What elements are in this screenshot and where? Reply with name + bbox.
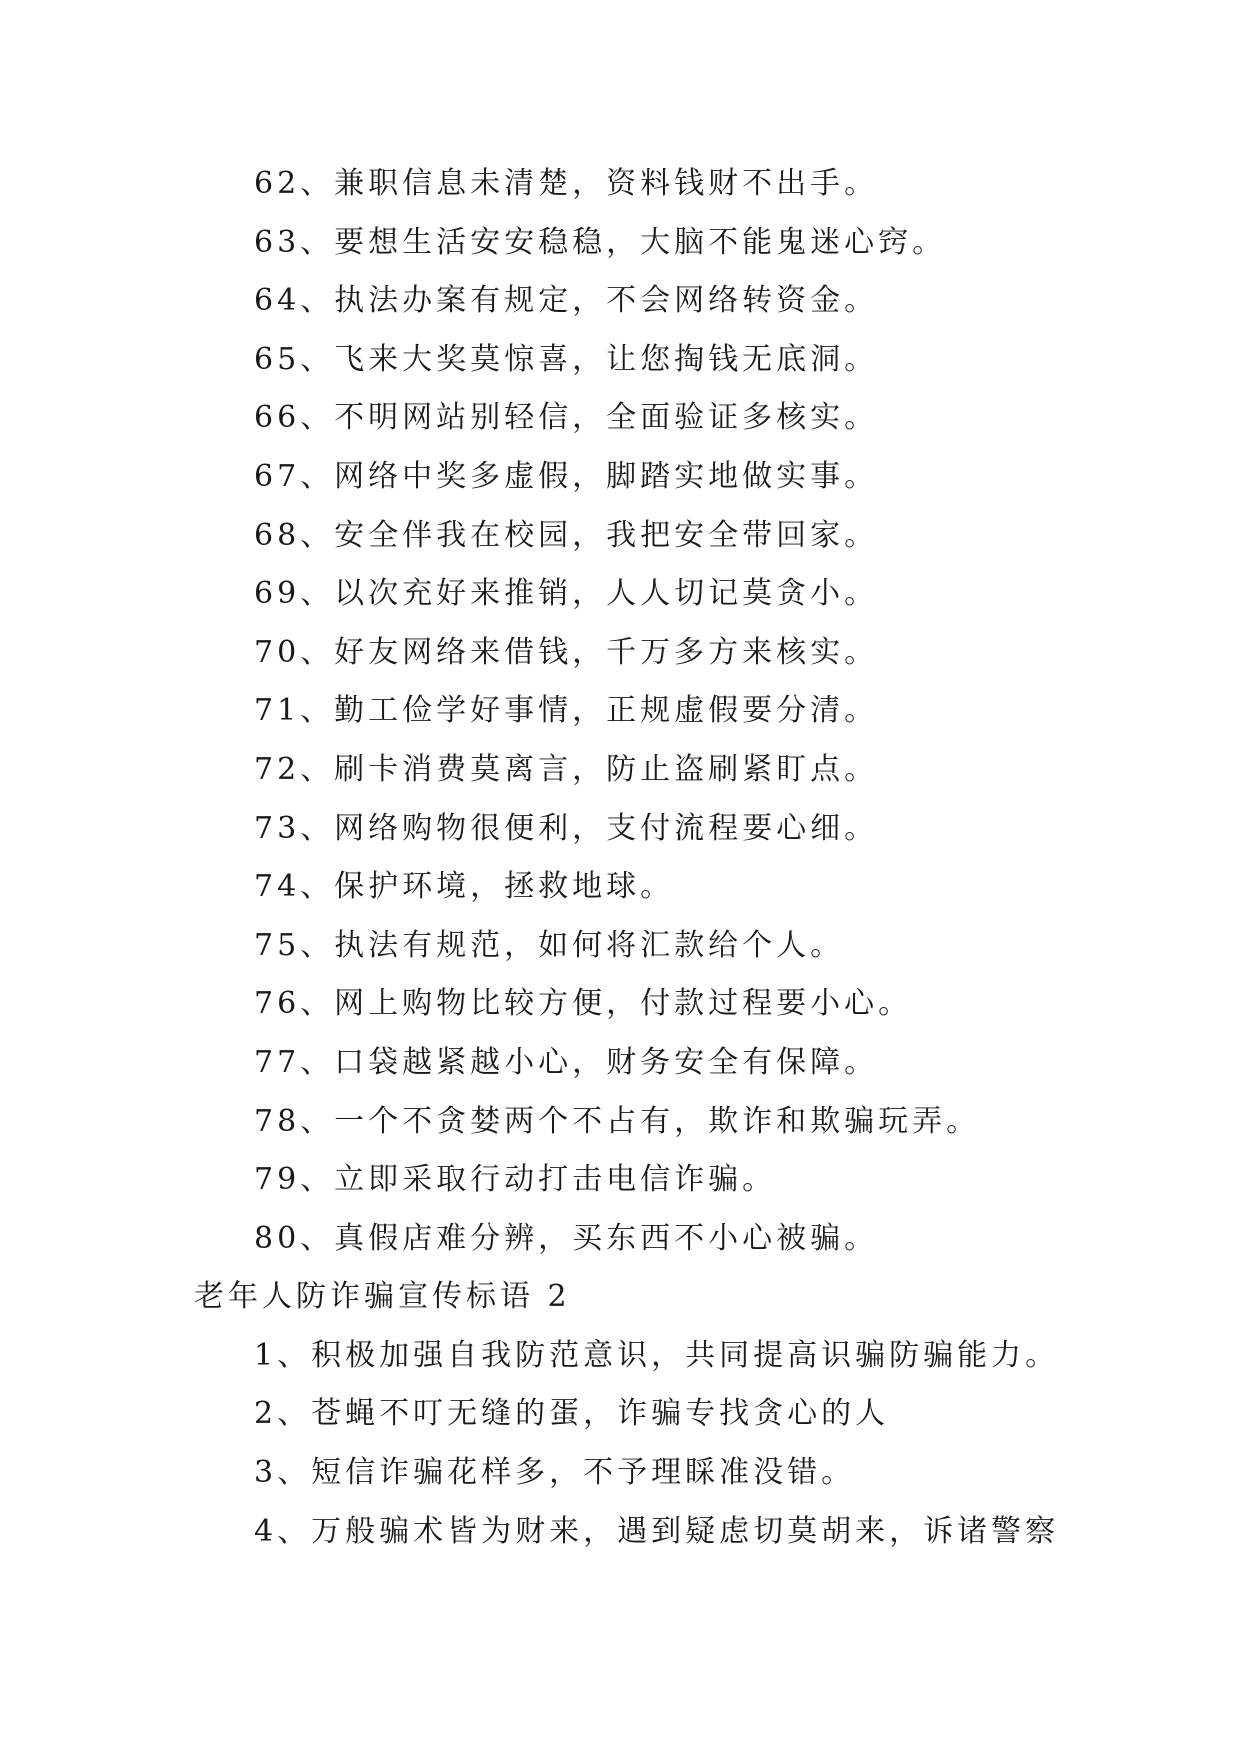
list-item: 77、口袋越紧越小心，财务安全有保障。 (254, 1044, 879, 1080)
list-item: 1、积极加强自我防范意识，共同提高识骗防骗能力。 (254, 1337, 1060, 1373)
list-item: 68、安全伴我在校园，我把安全带回家。 (254, 517, 879, 553)
list-item: 71、勤工俭学好事情，正规虚假要分清。 (254, 693, 879, 729)
list-item: 80、真假店难分辨，买东西不小心被骗。 (254, 1220, 879, 1256)
list-item: 73、网络购物很便利，支付流程要心细。 (254, 810, 879, 846)
list-item: 2、苍蝇不叮无缝的蛋，诈骗专找贪心的人 (254, 1396, 890, 1432)
list-item: 72、刷卡消费莫离言，防止盗刷紧盯点。 (254, 751, 879, 787)
list-item: 62、兼职信息未清楚，资料钱财不出手。 (254, 166, 879, 201)
list-item: 75、执法有规范，如何将汇款给个人。 (254, 927, 845, 963)
list-item: 79、立即采取行动打击电信诈骗。 (254, 1162, 777, 1198)
list-item: 70、好友网络来借钱，千万多方来核实。 (254, 634, 879, 670)
list-item: 4、万般骗术皆为财来，遇到疑虑切莫胡来，诉诸警察 (254, 1513, 1060, 1549)
section-heading: 老年人防诈骗宣传标语 2 (194, 1279, 571, 1315)
list-item: 63、要想生活安安稳稳，大脑不能鬼迷心窍。 (254, 224, 947, 260)
list-item: 69、以次充好来推销，人人切记莫贪小。 (254, 576, 879, 612)
list-item: 66、不明网站别轻信，全面验证多核实。 (254, 400, 879, 436)
list-item: 78、一个不贪婪两个不占有，欺诈和欺骗玩弄。 (254, 1103, 981, 1139)
document-body (194, 155, 1074, 1561)
list-item: 64、执法办案有规定，不会网络转资金。 (254, 283, 879, 319)
list-item: 3、短信诈骗花样多，不予理睬准没错。 (254, 1455, 856, 1491)
list-item: 74、保护环境，拯救地球。 (254, 869, 675, 905)
list-item: 76、网上购物比较方便，付款过程要小心。 (254, 986, 913, 1022)
list-item: 67、网络中奖多虚假，脚踏实地做实事。 (254, 458, 879, 494)
list-item: 65、飞来大奖莫惊喜，让您掏钱无底洞。 (254, 341, 879, 377)
